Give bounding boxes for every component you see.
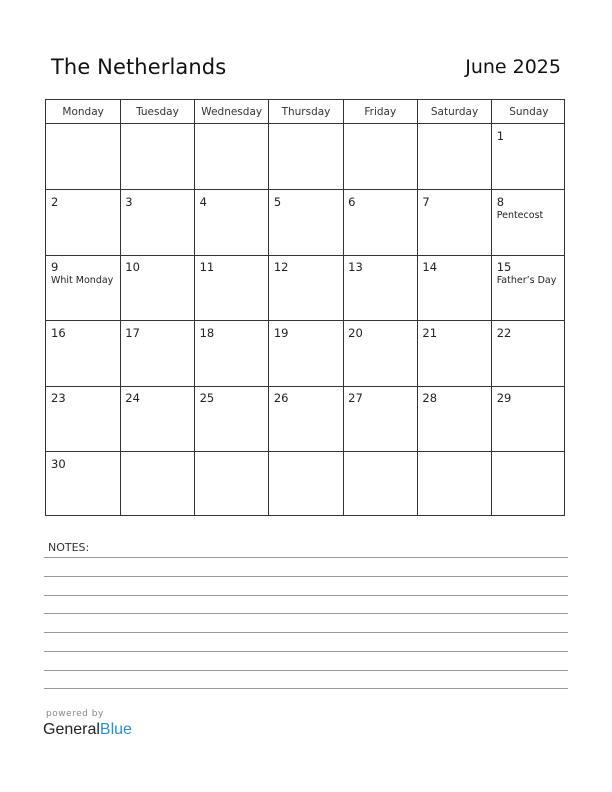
day-cell[interactable] bbox=[417, 452, 491, 518]
day-cell[interactable] bbox=[492, 386, 566, 452]
note-line[interactable] bbox=[44, 595, 568, 596]
day-cell[interactable] bbox=[417, 124, 491, 190]
day-cell[interactable] bbox=[417, 386, 491, 452]
day-cell[interactable] bbox=[269, 452, 343, 518]
day-cell[interactable] bbox=[269, 190, 343, 256]
day-number: 16 bbox=[51, 325, 66, 340]
day-cell[interactable] bbox=[343, 321, 417, 387]
day-cell[interactable] bbox=[269, 386, 343, 452]
day-cell[interactable] bbox=[492, 190, 566, 256]
powered-by-text: powered by bbox=[46, 709, 104, 719]
day-number: 8 bbox=[496, 194, 505, 209]
day-number: 2 bbox=[51, 194, 59, 209]
day-cell[interactable] bbox=[195, 321, 269, 387]
day-number: 11 bbox=[199, 260, 215, 274]
weekday-friday: Friday bbox=[364, 106, 397, 118]
day-cell[interactable] bbox=[343, 190, 417, 256]
weekday-wednesday: Wednesday bbox=[201, 106, 263, 118]
generalblue-logo[interactable] bbox=[43, 721, 132, 739]
day-cell[interactable] bbox=[343, 452, 417, 518]
month-title: June 2025 bbox=[465, 56, 561, 78]
page-title: The Netherlands bbox=[51, 55, 227, 79]
day-number: 13 bbox=[348, 260, 363, 274]
day-number: 3 bbox=[125, 194, 133, 209]
day-cell[interactable] bbox=[269, 124, 343, 190]
day-cell[interactable] bbox=[492, 321, 566, 387]
day-cell[interactable] bbox=[269, 255, 343, 321]
day-cell[interactable] bbox=[195, 386, 269, 452]
day-cell[interactable] bbox=[195, 190, 269, 256]
day-number: 6 bbox=[348, 194, 356, 209]
day-number: 23 bbox=[51, 391, 66, 405]
day-number: 5 bbox=[273, 194, 282, 209]
day-number: 22 bbox=[496, 325, 512, 340]
day-cell[interactable] bbox=[120, 255, 194, 321]
day-number: 25 bbox=[199, 391, 215, 405]
day-number: 27 bbox=[348, 391, 363, 405]
note-line[interactable] bbox=[44, 613, 568, 614]
day-cell[interactable] bbox=[46, 124, 120, 190]
day-number: 30 bbox=[51, 456, 66, 471]
day-number: 1 bbox=[496, 129, 505, 143]
brand-blue: Blue bbox=[99, 721, 132, 738]
note-line[interactable] bbox=[44, 557, 568, 558]
day-cell[interactable] bbox=[195, 452, 269, 518]
note-line[interactable] bbox=[44, 632, 568, 633]
brand-general: General bbox=[43, 721, 100, 738]
day-number: 17 bbox=[125, 325, 140, 340]
day-cell[interactable] bbox=[492, 124, 566, 190]
note-line[interactable] bbox=[44, 670, 568, 671]
day-number: 10 bbox=[125, 260, 140, 274]
day-cell[interactable] bbox=[120, 452, 194, 518]
day-number: 14 bbox=[422, 260, 438, 274]
day-cell[interactable] bbox=[120, 386, 194, 452]
day-cell[interactable] bbox=[343, 255, 417, 321]
day-cell[interactable] bbox=[417, 255, 491, 321]
day-cell[interactable] bbox=[417, 321, 491, 387]
calendar-grid bbox=[45, 99, 565, 516]
day-cell[interactable] bbox=[46, 190, 120, 256]
day-number: 7 bbox=[422, 194, 430, 209]
weekday-saturday: Saturday bbox=[430, 106, 479, 118]
day-number: 15 bbox=[496, 260, 512, 274]
note-line[interactable] bbox=[44, 651, 568, 652]
day-number: 20 bbox=[348, 325, 363, 340]
day-number: 18 bbox=[199, 325, 215, 340]
day-cell[interactable] bbox=[120, 190, 194, 256]
day-number: 21 bbox=[422, 325, 438, 340]
note-line[interactable] bbox=[44, 688, 568, 689]
day-cell[interactable] bbox=[343, 386, 417, 452]
holiday-label: Father’s Day bbox=[496, 275, 557, 286]
day-cell[interactable] bbox=[195, 124, 269, 190]
note-line[interactable] bbox=[44, 576, 568, 577]
day-cell[interactable] bbox=[46, 452, 120, 518]
day-number: 19 bbox=[273, 325, 289, 340]
day-number: 24 bbox=[125, 391, 140, 405]
day-number: 26 bbox=[273, 391, 289, 405]
day-cell[interactable] bbox=[120, 124, 194, 190]
day-cell[interactable] bbox=[195, 255, 269, 321]
weekday-tuesday: Tuesday bbox=[136, 106, 179, 118]
weekday-header-row bbox=[46, 100, 564, 124]
day-cell[interactable] bbox=[46, 255, 120, 321]
holiday-label: Pentecost bbox=[496, 209, 544, 221]
day-number: 28 bbox=[422, 391, 438, 405]
notes-label: NOTES: bbox=[48, 541, 90, 554]
weekday-thursday: Thursday bbox=[281, 106, 331, 118]
day-cell[interactable] bbox=[492, 452, 566, 518]
day-cell[interactable] bbox=[492, 255, 566, 321]
holiday-label: Whit Monday bbox=[51, 275, 114, 286]
day-cell[interactable] bbox=[120, 321, 194, 387]
day-cell[interactable] bbox=[46, 321, 120, 387]
day-cell[interactable] bbox=[417, 190, 491, 256]
day-cell[interactable] bbox=[46, 386, 120, 452]
day-number: 29 bbox=[496, 391, 512, 405]
day-number: 12 bbox=[273, 260, 289, 274]
weekday-sunday: Sunday bbox=[509, 106, 549, 118]
weekday-monday: Monday bbox=[62, 106, 104, 118]
day-number: 9 bbox=[51, 260, 59, 274]
day-number: 4 bbox=[199, 194, 207, 209]
day-cell[interactable] bbox=[269, 321, 343, 387]
day-cell[interactable] bbox=[343, 124, 417, 190]
